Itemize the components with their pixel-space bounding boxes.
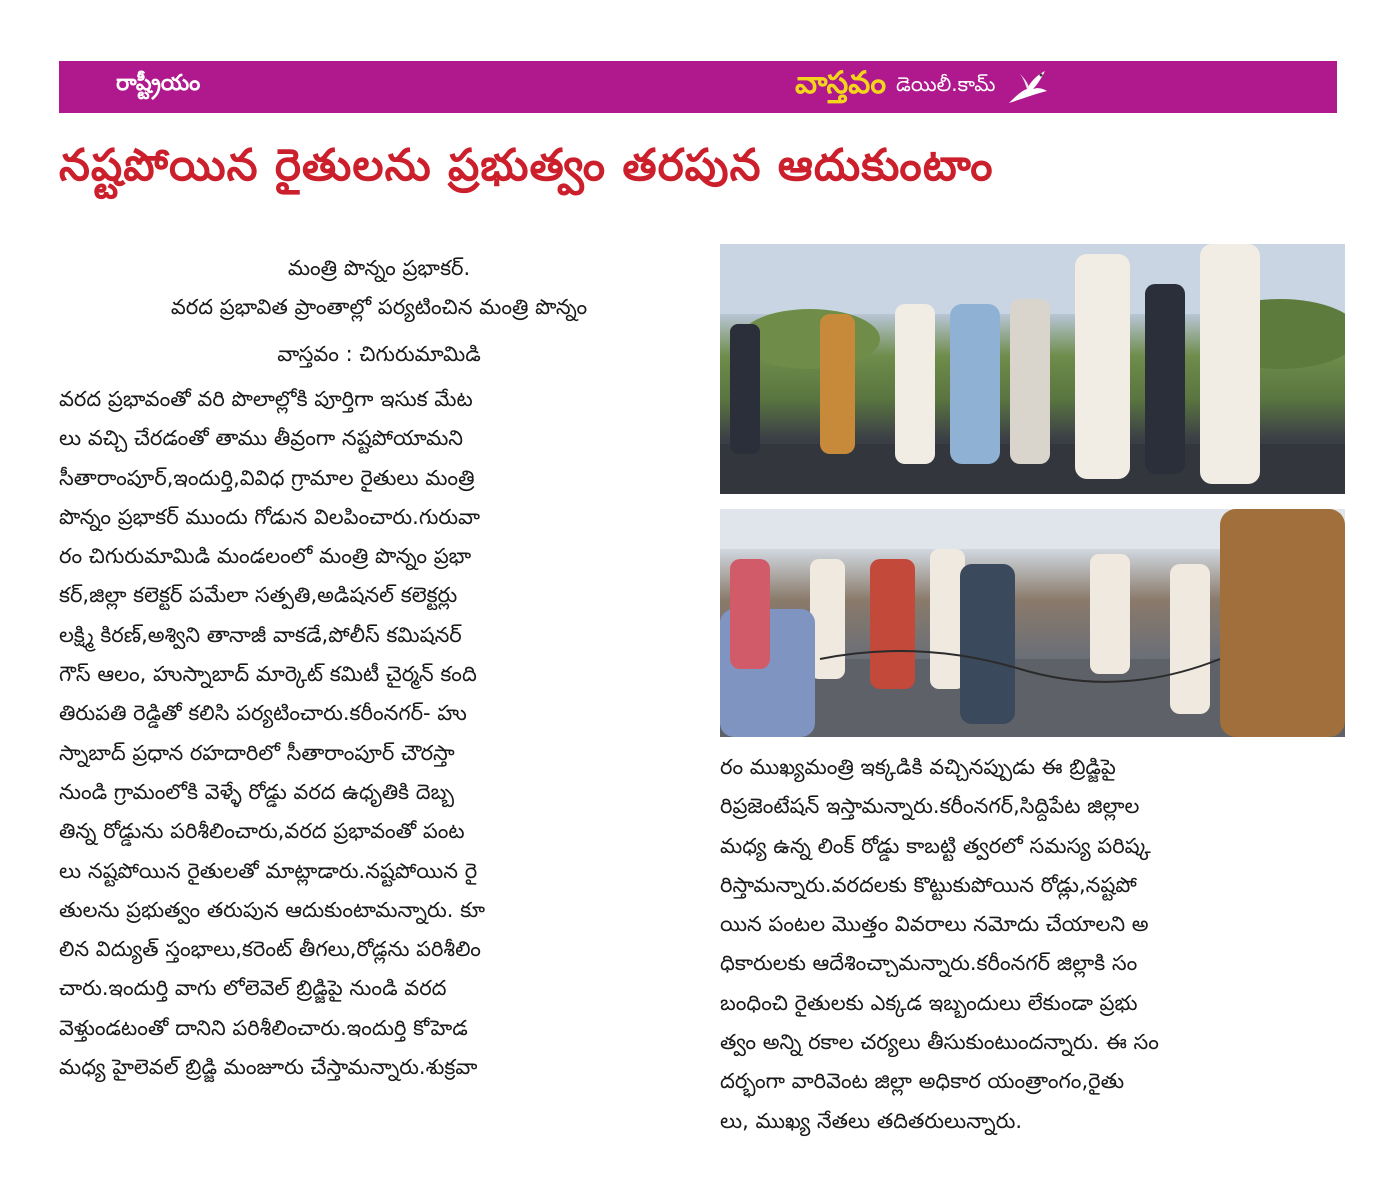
article-line: రిస్తామన్నారు.వరదలకు కొట్టుకుపోయిన రోడ్లు,నష్టపో <box>720 872 1137 897</box>
article-line: వెళ్తుండటంతో దానిని పరిశీలించారు.ఇందుర్తి కోహెడ <box>59 1015 468 1040</box>
article-line: స్నాబాద్ ప్రధాన రహదారిలో సీతారాంపూర్ చౌరస్తా <box>59 740 455 765</box>
article-body-left <box>59 380 689 1087</box>
article-line: లక్ష్మి కిరణ్,అశ్విని తానాజీ వాకడే,పోలీస్ కమిషనర్ <box>59 622 462 647</box>
section-banner <box>59 61 1337 113</box>
masthead-name: వాస్తవం <box>795 65 887 101</box>
section-label: రాష్ట్రీయం <box>116 71 201 96</box>
masthead <box>795 65 1049 108</box>
article-line: రం ముఖ్యమంత్రి ఇక్కడికి వచ్చినప్పుడు ఈ బ్రిడ్జిపై <box>720 755 1116 779</box>
byline-dateline: వాస్తవం : చిగురుమామిడి <box>277 342 481 366</box>
article-line: ధికారులకు ఆదేశించ్చామన్నారు.కరీంనగర్ జిల్లాకి సం <box>720 951 1138 976</box>
article-line: చారు.ఇందుర్తి వాగు లోలెవెల్ బ్రిడ్జిపై నుండి వరద <box>59 976 447 1001</box>
article-line: లు, ముఖ్య నేతలు తదితరులున్నారు. <box>720 1108 1023 1133</box>
article-line: నుండి గ్రామంలోకి వెళ్ళే రోడ్డు వరద ఉధృతికి దెబ్బ <box>59 779 455 804</box>
article-line: తులను ప్రభుత్వం తరుపున ఆదుకుంటామన్నారు. కూ <box>59 897 486 922</box>
photo-minister-inspecting-road <box>720 244 1345 494</box>
masthead-subtitle: డెయిలీ.కామ్ <box>896 72 996 96</box>
article-line: గౌస్ ఆలం, హుస్నాబాద్ మార్కెట్ కమిటీ చైర్మన్ కంది <box>59 662 477 687</box>
article-line: లు వచ్చి చేరడంతో తాము తీవ్రంగా నష్టపోయామని <box>59 426 464 451</box>
article-line: దర్భంగా వారివెంట జిల్లా అధికార యంత్రాంగం,రైతు <box>720 1069 1125 1094</box>
article-line: యిన పంటల మొత్తం వివరాలు నమోదు చేయాలని అ <box>720 912 1149 937</box>
article-line: రిప్రజెంటేషన్ ఇస్తామన్నారు.కరీంనగర్,సిద్దిపేట జిల్లాల <box>720 794 1140 819</box>
article-line: మధ్య ఉన్న లింక్ రోడ్డు కాబట్టి త్వరలో సమస్య పరిష్క <box>720 833 1151 858</box>
article-line: తిరుపతి రెడ్డితో కలిసి పర్యటించారు.కరీంనగర్- హు <box>59 701 467 726</box>
headline: నష్టపోయిన రైతులను ప్రభుత్వం తరపున ఆదుకుంటాం <box>59 140 994 191</box>
byline-minister: మంత్రి పొన్నం ప్రభాకర్. <box>287 256 471 280</box>
byline-subheading: వరద ప్రభావిత ప్రాంతాల్లో పర్యటించిన మంత్రి పొన్నం <box>170 295 588 319</box>
article-line: పొన్నం ప్రభాకర్ ముందు గోడున విలపించారు.గురువా <box>59 504 481 529</box>
article-line: మధ్య హైలెవల్ బ్రిడ్జి మంజూరు చేస్తామన్నారు.శుక్రవా <box>59 1055 478 1080</box>
article-line: తిన్న రోడ్డును పరిశీలించారు,వరద ప్రభావంతో పంట <box>59 819 465 844</box>
article-line: త్వం అన్ని రకాల చర్యలు తీసుకుంటుందన్నారు. ఈ సం <box>720 1030 1159 1055</box>
bird-logo-icon <box>1005 67 1049 107</box>
article-line: లు నష్టపోయిన రైతులతో మాట్లాడారు.నష్టపోయిన రై <box>59 858 478 883</box>
article-line: వరద ప్రభావంతో వరి పొలాల్లోకి పూర్తిగా ఇసుక మేట <box>59 387 473 411</box>
article-line: బంధించి రైతులకు ఎక్కడ ఇబ్బందులు లేకుండా ప్రభు <box>720 990 1138 1015</box>
article-line: రం చిగురుమామిడి మండలంలో మంత్రి పొన్నం ప్రభా <box>59 544 472 569</box>
article-body-right <box>720 748 1340 1141</box>
article-line: లిన విద్యుత్ స్తంభాలు,కరెంట్ తీగలు,రోడ్లను పరిశీలిం <box>59 937 481 962</box>
article-line: కర్,జిల్లా కలెక్టర్ పమేలా సత్పతి,అడిషనల్ కలెక్టర్లు <box>59 583 458 608</box>
article-line: సీతారాంపూర్,ఇందుర్తి,వివిధ గ్రామాల రైతులు మంత్రి <box>59 465 475 490</box>
photo-officials-at-damaged-road <box>720 509 1345 737</box>
